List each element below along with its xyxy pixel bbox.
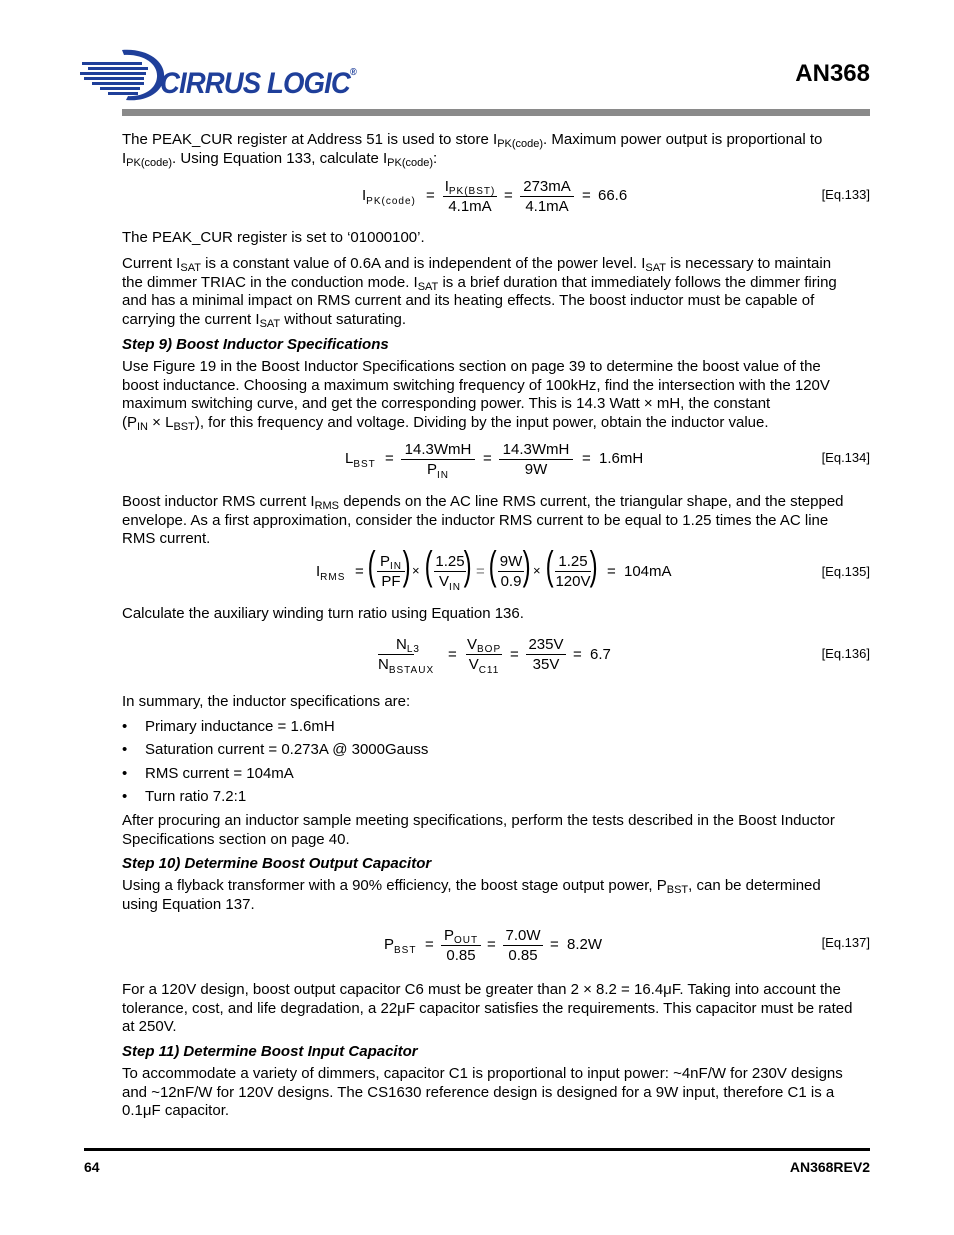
paragraph-boost-inductance: Use Figure 19 in the Boost Inductor Specifications section on page 39 to determine the boost value of the boost inductance. Choosing a maximum switching frequency of 100kHz, find the intersection with the 120V maximum switching curve, and get the corresponding power. This is 14.3 Watt × mH, the constant $(P_{IN} \times L_{BST})$, for this frequency and voltage. Dividing by the input power, obtain the inductor value. xyxy=(122,358,830,433)
equation-133: $I_{PK(code)}$ = $I_{PK(BST)}$ 4.1mA = $\frac{273mA}{4.1mA}$ = 66.6 [Eq.133] xyxy=(362,178,870,215)
step-11-heading: Step 11) Determine Boost Input Capacitor xyxy=(122,1043,418,1060)
paragraph-after-procuring: After procuring an inductor sample meeting specifications, perform the tests described in the Boost Inductor Specifications section on page 40. xyxy=(122,812,835,848)
paragraph-input-capacitor: To accommodate a variety of dimmers, capacitor C1 is proportional to input power: ~4nF/W for 230V designs and ~12nF/W for 120V designs. The CS1630 reference design is designed for a 9W input, therefore C1 is a 0.1μF capacitor. xyxy=(122,1065,843,1120)
cirrus-logic-logo xyxy=(78,48,168,104)
bullet-icon: • xyxy=(122,741,128,758)
equation-137: $P_{BST}$ = $P_{OUT}$ 0.85 = $\frac{7.0W}{0.85}$ = 8.2W [Eq.137] xyxy=(384,927,870,964)
paragraph-turn-ratio: Calculate the auxiliary winding turn ratio using Equation 136. xyxy=(122,605,524,622)
doc-revision: AN368REV2 xyxy=(789,1159,870,1175)
logo-wordmark: CIRRUS LOGIC xyxy=(160,67,350,100)
bullet-icon: • xyxy=(122,788,128,805)
paragraph-output-capacitor: For a 120V design, boost output capacitor C6 must be greater than 2 × 8.2 = 16.4μF. Taking into account the tolerance, cost, and life degradation, a 22μF capacitor satisfies the requirements. This capacitor must be rated at 250V. xyxy=(122,981,853,1036)
step-10-heading: Step 10) Determine Boost Output Capacitor xyxy=(122,855,432,872)
bullet-icon: • xyxy=(122,718,128,735)
logo-text xyxy=(160,67,356,101)
step-9-heading: Step 9) Boost Inductor Specifications xyxy=(122,336,389,353)
page-number: 64 xyxy=(84,1159,100,1175)
registered-mark: ® xyxy=(349,67,356,78)
paragraph-summary-intro: In summary, the inductor specifications are: xyxy=(122,693,411,710)
paragraph-register-set: The PEAK_CUR register is set to ‘01000100’. xyxy=(122,229,425,246)
header-rule xyxy=(122,109,870,116)
equation-136: $N_{L3}$ $N_{BSTAUX}$ = $V_{BOP}$ $V_{C11}$ = $\frac{235V}{35V}$ = 6.7 [Eq.136] xyxy=(378,636,870,676)
footer-rule xyxy=(84,1148,870,1151)
bullet-icon: • xyxy=(122,765,128,782)
paragraph-isat: Current $I_{SAT}$ is a constant value of 0.6A and is independent of the power level. $I_{SAT}$ is necessary to maintain the dimmer TRIAC in the conduction mode. $I_{SAT}$ is a brief duration that immediately follows the dimmer firing and has a minimal impact on RMS current and its heating effects. The boost inductor must be capable of carrying the current $I_{SAT}$ without saturating. xyxy=(122,255,837,330)
equation-134: $L_{BST}$ = 14.3WmH $P_{IN}$ = 14.3WmH 9W = 1.6mH [Eq.134] xyxy=(345,441,870,481)
paragraph-flyback: Using a flyback transformer with a 90% efficiency, the boost stage output power, $P_{BST}$, can be determined using Equation 137. xyxy=(122,877,821,913)
paragraph-rms-current: Boost inductor RMS current $I_{RMS}$ depends on the AC line RMS current, the triangular shape, and the stepped envelope. As a first approximation, consider the inductor RMS current to be equal to 1.25 times the AC line RMS current. xyxy=(122,493,844,548)
paragraph-peak-cur: The PEAK_CUR register at Address 51 is used to store $I_{PK(code)}$. Maximum power output is proportional to $I_{PK(code)}$. Using Equation 133, calculate $I_{PK(code)}$: xyxy=(122,131,823,169)
doc-id-title: AN368 xyxy=(795,60,870,87)
equation-135: $I_{RMS}$ = ( $P_{IN}$ PF ) × ( 1.25 $V_{IN}$ ) = ( $\frac{9W}{0.9}$ ) × ( $\frac{1.25}{120V}$ ) = 104mA [Eq.135] xyxy=(316,544,870,593)
